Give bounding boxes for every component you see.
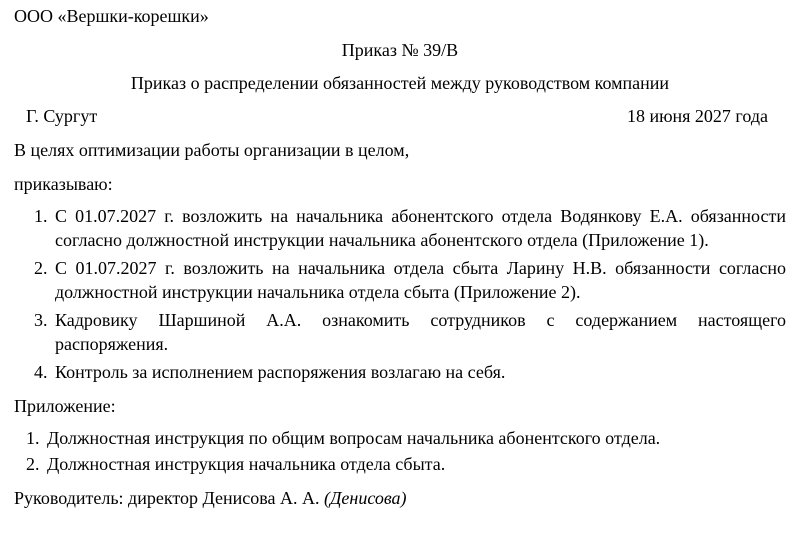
appendix-item-number: 2. <box>26 454 40 474</box>
order-item <box>34 308 786 356</box>
appendix-item-text: Должностная инструкция по общим вопросам начальника абонентского отдела. <box>47 428 661 448</box>
order-items-list <box>14 204 786 384</box>
order-item-text: Контроль за исполнением распоряжения возлагаю на себя. <box>55 362 506 382</box>
order-date: 18 июня 2027 года <box>626 106 768 126</box>
place-date-row <box>14 104 786 128</box>
appendix-item-number: 1. <box>26 428 40 448</box>
order-item <box>34 256 786 304</box>
company-name: ООО «Вершки-корешки» <box>14 6 209 26</box>
intro-text: В целях оптимизации работы организации в целом, <box>14 140 410 160</box>
order-title: Приказ о распределении обязанностей между руководством компании <box>130 73 670 93</box>
signature-text: Руководитель: директор Денисова А. А. <box>14 488 320 508</box>
appendix-label: Приложение: <box>14 396 116 416</box>
order-item <box>34 204 786 252</box>
order-item-text: С 01.07.2027 г. возложить на начальника отдела сбыта Ларину Н.В. обязанности согласно должностной инструкции начальника отдела сбыта (Приложение 2). <box>55 258 786 302</box>
order-number: Приказ № 39/В <box>341 40 459 60</box>
order-item-number: 1. <box>34 206 48 226</box>
appendix-item-text: Должностная инструкция начальника отдела сбыта. <box>47 454 446 474</box>
decree-text: приказываю: <box>14 174 113 194</box>
order-item-number: 2. <box>34 258 48 278</box>
appendix-list <box>14 426 786 476</box>
order-item-text: Кадровику Шаршиной А.А. ознакомить сотрудников с содержанием настоящего распоряжения. <box>55 310 786 354</box>
order-item <box>34 360 786 384</box>
signature-line <box>14 486 786 510</box>
order-place: Г. Сургут <box>26 106 98 126</box>
order-item-number: 4. <box>34 362 48 382</box>
signature-name: (Денисова) <box>323 488 407 508</box>
appendix-item <box>26 426 786 450</box>
appendix-item <box>26 452 786 476</box>
order-item-text: С 01.07.2027 г. возложить на начальника абонентского отдела Водянкову Е.А. обязанности согласно должностной инструкции начальника абонентского отдела (Приложение 1). <box>55 206 786 250</box>
order-item-number: 3. <box>34 310 48 330</box>
